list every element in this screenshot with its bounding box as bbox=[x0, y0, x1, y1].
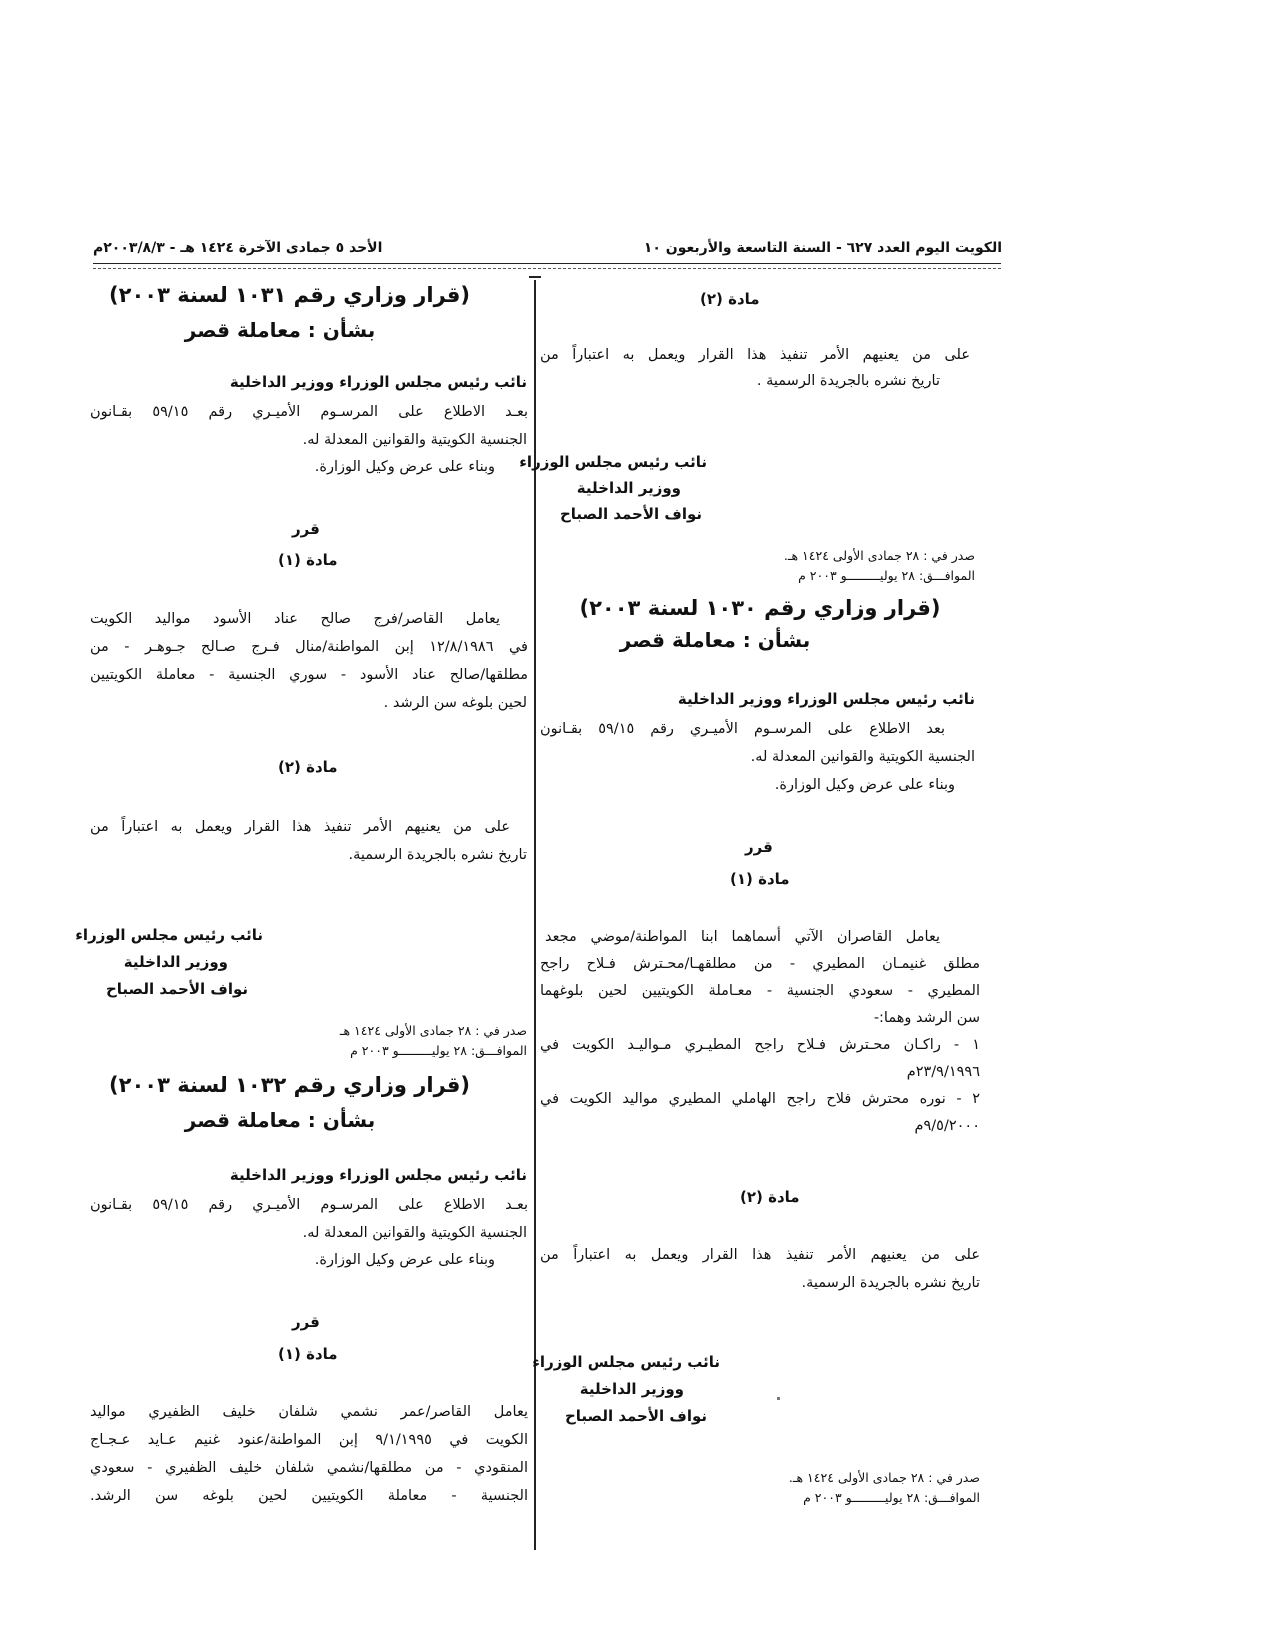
article-text-line: مطلق غنيمـان المطيري - من مطلقهـا/محـترش فـلاح راجح bbox=[540, 956, 980, 972]
issuing-authority: نائب رئيس مجلس الوزراء ووزير الداخلية bbox=[677, 690, 975, 708]
signatory-name: نواف الأحمد الصباح bbox=[559, 505, 702, 523]
preamble-line: الجنسية الكويتية والقوانين المعدلة له. bbox=[302, 1225, 527, 1241]
decision-subject: بشأن : معاملة قصر bbox=[619, 628, 811, 652]
decided-label: قرر bbox=[292, 520, 320, 538]
article-heading: مادة (٢) bbox=[740, 1188, 800, 1206]
article-text-line: ٩/٥/٢٠٠٠م bbox=[914, 1118, 980, 1134]
article-heading: مادة (٢) bbox=[278, 758, 338, 776]
preamble-line: الجنسية الكويتية والقوانين المعدلة له. bbox=[750, 749, 975, 765]
article-heading: مادة (٢) bbox=[700, 290, 760, 308]
article-text-line: يعامل القاصر/عمر نشمي شلفان خليف الظفيري مواليد bbox=[90, 1404, 528, 1420]
article-text-line: تاريخ نشره بالجريدة الرسمية . bbox=[756, 373, 940, 389]
preamble-line: بعـد الاطلاع على المرسـوم الأميـري رقم ٥٩/١٥ بقـانون bbox=[90, 1197, 529, 1213]
signatory-office: ووزير الداخلية bbox=[579, 1380, 684, 1398]
preamble-line: بعد الاطلاع على المرسـوم الأميـري رقم ٥٩/١٥ بقـانون bbox=[540, 721, 945, 737]
article-text-line: يعامل القاصر/فرج صالح عناد الأسود مواليد الكويت bbox=[90, 611, 500, 627]
issued-date-hijri: صدر في : ٢٨ جمادى الأولى ١٤٢٤ هـ. bbox=[788, 1470, 980, 1485]
header-rule bbox=[93, 263, 1001, 264]
article-text-line: سن الرشد وهما:- bbox=[873, 1010, 980, 1026]
header-issue-info: الكويت اليوم العدد ٦٢٧ - السنة التاسعة والأربعون ١٠ bbox=[643, 240, 1002, 256]
signatory-title: نائب رئيس مجلس الوزراء bbox=[519, 453, 707, 471]
article-text-line: ٢ - نوره محترش فلاح راجح الهاملي المطيري مواليد الكويت في bbox=[540, 1091, 980, 1107]
article-text-line: المنقودي - من مطلقها/نشمي شلفان خليف الظفيري - سعودي bbox=[90, 1460, 528, 1476]
signatory-name: نواف الأحمد الصباح bbox=[105, 980, 248, 998]
issued-date-hijri: صدر في : ٢٨ جمادى الأولى ١٤٢٤ هـ bbox=[339, 1023, 527, 1038]
article-text-line: يعامل القاصران الآتي أسماهما ابنا المواطنة/موضي مجعد bbox=[545, 929, 940, 945]
decision-subject: بشأن : معاملة قصر bbox=[184, 318, 376, 342]
issued-date-gregorian: الموافـــق: ٢٨ يوليـــــــــو ٢٠٠٣ م bbox=[803, 1490, 980, 1505]
issuing-authority: نائب رئيس مجلس الوزراء ووزير الداخلية bbox=[229, 1166, 527, 1184]
preamble-line: بعـد الاطلاع على المرسـوم الأميـري رقم ٥٩/١٥ بقـانون bbox=[90, 404, 529, 420]
article-text-line: لحين بلوغه سن الرشد . bbox=[383, 695, 527, 711]
issued-date-hijri: صدر في : ٢٨ جمادى الأولى ١٤٢٤ هـ. bbox=[783, 548, 975, 563]
header-date: الأحد ٥ جمادى الآخرة ١٤٢٤ هـ - ٢٠٠٣/٨/٣م bbox=[93, 240, 383, 256]
preamble-line: وبناء على عرض وكيل الوزارة. bbox=[314, 459, 495, 475]
article-text-line: المطيري - سعودي الجنسية - معـاملة الكويتيين لحين بلوغهما bbox=[540, 983, 980, 999]
scan-speck bbox=[777, 1397, 780, 1400]
article-text-line: تاريخ نشره بالجريدة الرسمية. bbox=[801, 1275, 980, 1291]
signatory-title: نائب رئيس مجلس الوزراء bbox=[532, 1353, 720, 1371]
decision-title: (قرار وزاري رقم ١٠٣١ لسنة ٢٠٠٣) bbox=[109, 283, 470, 307]
article-text-line: ٢٣/٩/١٩٩٦م bbox=[906, 1064, 980, 1080]
decided-label: قرر bbox=[292, 1313, 320, 1331]
article-heading: مادة (١) bbox=[278, 551, 338, 569]
article-heading: مادة (١) bbox=[278, 1345, 338, 1363]
decision-subject: بشأن : معاملة قصر bbox=[184, 1108, 376, 1132]
decided-label: قرر bbox=[745, 838, 773, 856]
preamble-line: وبناء على عرض وكيل الوزارة. bbox=[314, 1252, 495, 1268]
preamble-line: الجنسية الكويتية والقوانين المعدلة له. bbox=[302, 432, 527, 448]
article-text-line: على من يعنيهم الأمر تنفيذ هذا القرار ويعمل به اعتباراً من bbox=[90, 819, 510, 835]
article-text-line: الكويت في ٩/١/١٩٩٥ إبن المواطنة/عنود غنيم عـايد عـجـاج bbox=[90, 1432, 528, 1448]
column-divider-cap bbox=[529, 276, 541, 278]
preamble-line: وبناء على عرض وكيل الوزارة. bbox=[774, 777, 955, 793]
issuing-authority: نائب رئيس مجلس الوزراء ووزير الداخلية bbox=[229, 373, 527, 391]
header-rule-dashed bbox=[93, 268, 1001, 269]
decision-title: (قرار وزاري رقم ١٠٣٢ لسنة ٢٠٠٣) bbox=[109, 1073, 470, 1097]
article-text-line: على من يعنيهم الأمر تنفيذ هذا القرار ويعمل به اعتباراً من bbox=[540, 347, 970, 363]
issued-date-gregorian: الموافـــق: ٢٨ يوليـــــــــو ٢٠٠٣ م bbox=[350, 1043, 527, 1058]
article-text-line: الجنسية - معاملة الكويتيين لحين بلوغه سن الرشد. bbox=[90, 1488, 528, 1504]
article-text-line: تاريخ نشره بالجريدة الرسمية. bbox=[348, 847, 527, 863]
article-heading: مادة (١) bbox=[730, 870, 790, 888]
signatory-office: ووزير الداخلية bbox=[123, 953, 228, 971]
signatory-office: ووزير الداخلية bbox=[576, 479, 681, 497]
article-text-line: في ١٢/٨/١٩٨٦ إبن المواطنة/منال فـرج صـالح جـوهـر - من bbox=[90, 639, 528, 655]
article-text-line: ١ - راكـان محـترش فـلاح راجح المطيـري مـواليـد الكويت في bbox=[540, 1037, 980, 1053]
issued-date-gregorian: الموافـــق: ٢٨ يوليـــــــــو ٢٠٠٣ م bbox=[798, 568, 975, 583]
signatory-title: نائب رئيس مجلس الوزراء bbox=[75, 926, 263, 944]
article-text-line: على من يعنيهم الأمر تنفيذ هذا القرار ويعمل به اعتباراً من bbox=[540, 1247, 980, 1263]
decision-title: (قرار وزاري رقم ١٠٣٠ لسنة ٢٠٠٣) bbox=[579, 596, 941, 620]
signatory-name: نواف الأحمد الصباح bbox=[564, 1407, 707, 1425]
article-text-line: مطلقها/صالح عناد الأسود - سوري الجنسية - معاملة الكويتيين bbox=[90, 667, 528, 683]
